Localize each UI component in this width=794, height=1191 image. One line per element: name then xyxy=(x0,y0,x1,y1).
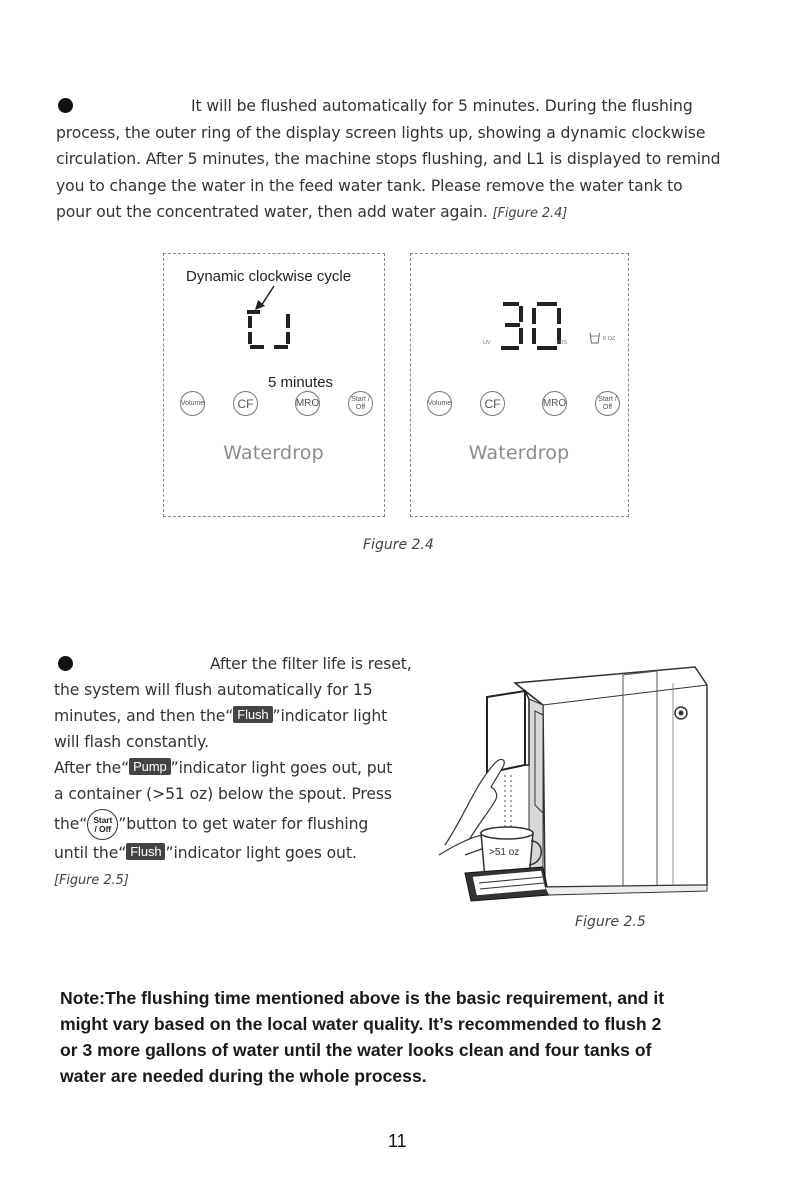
section2-line: minutes, and then the“ Flush ”indicator light xyxy=(54,707,388,725)
section1-line: you to change the water in the feed water tank. Please remove the water tank to xyxy=(56,176,683,195)
figure-2-4-right-panel xyxy=(410,253,629,517)
cf-button[interactable]: CF xyxy=(233,391,258,416)
page-number: 11 xyxy=(388,1131,407,1151)
section2-line: the system will flush automatically for 15 xyxy=(54,681,373,699)
mro-button[interactable]: MRO xyxy=(295,391,320,416)
waterdrop-logo: Waterdrop xyxy=(223,442,324,464)
section2-line: the“ Start / Off ”button to get water for flushing xyxy=(54,809,424,840)
figure-reference: [Figure 2.5] xyxy=(54,873,129,888)
five-minutes-label: 5 minutes xyxy=(268,374,334,391)
volume-button[interactable]: Volume xyxy=(427,391,452,416)
cup-capacity-label: >51 oz xyxy=(489,847,520,858)
section2-line: After the“ Pump ”indicator light goes out, put xyxy=(54,759,393,777)
start-off-button[interactable]: Start / Off xyxy=(595,391,620,416)
cup-icon xyxy=(588,331,602,345)
dynamic-cycle-label: Dynamic clockwise cycle xyxy=(186,268,352,285)
cf-button[interactable]: CF xyxy=(480,391,505,416)
water-machine-illustration xyxy=(425,655,725,915)
tds-label: TDS xyxy=(556,340,567,346)
note-line: or 3 more gallons of water until the water looks clean and four tanks of xyxy=(60,1040,652,1060)
start-off-button-icon: Start / Off xyxy=(87,809,118,840)
figure-2-4-left-panel xyxy=(163,253,385,517)
note-paragraph xyxy=(60,985,760,1089)
volume-button[interactable]: Volume xyxy=(180,391,205,416)
cycle-display-icon xyxy=(234,284,324,354)
section2-paragraph xyxy=(54,651,424,894)
section1-line: pour out the concentrated water, then add water again. [Figure 2.4] xyxy=(56,203,568,221)
pump-indicator: Pump xyxy=(129,758,171,775)
figure-2-4-caption: Figure 2.4 xyxy=(363,537,434,553)
section2-line: will flash constantly. xyxy=(54,733,209,751)
section1-line: circulation. After 5 minutes, the machine stops flushing, and L1 is displayed to remind xyxy=(56,150,721,168)
start-off-button[interactable]: Start / Off xyxy=(348,391,373,416)
section1-line: It will be flushed automatically for 5 minutes. During the flushing xyxy=(191,97,693,115)
note-line: water are needed during the whole process. xyxy=(60,1066,427,1086)
note-line: might vary based on the local water quality. It’s recommended to flush 2 xyxy=(60,1014,662,1034)
section1-paragraph xyxy=(56,93,756,228)
section2-line: After the filter life is reset, xyxy=(210,655,412,673)
waterdrop-logo: Waterdrop xyxy=(468,442,570,464)
oz-label: 8 OZ xyxy=(603,336,616,342)
section2-line: a container (>51 oz) below the spout. Press xyxy=(54,785,392,803)
section2-line xyxy=(54,866,424,894)
figure-reference: [Figure 2.4] xyxy=(492,206,568,221)
flush-indicator: Flush xyxy=(126,843,165,860)
figure-2-5-caption: Figure 2.5 xyxy=(575,914,646,930)
note-line: Note:The flushing time mentioned above is the basic requirement, and it xyxy=(60,988,665,1008)
section1-line: process, the outer ring of the display screen lights up, showing a dynamic clockwise xyxy=(56,123,706,142)
uv-label: UV xyxy=(483,340,491,346)
flush-indicator: Flush xyxy=(233,706,272,723)
section2-line: until the“ Flush ”indicator light goes out. xyxy=(54,844,357,862)
mro-button[interactable]: MRO xyxy=(542,391,567,416)
